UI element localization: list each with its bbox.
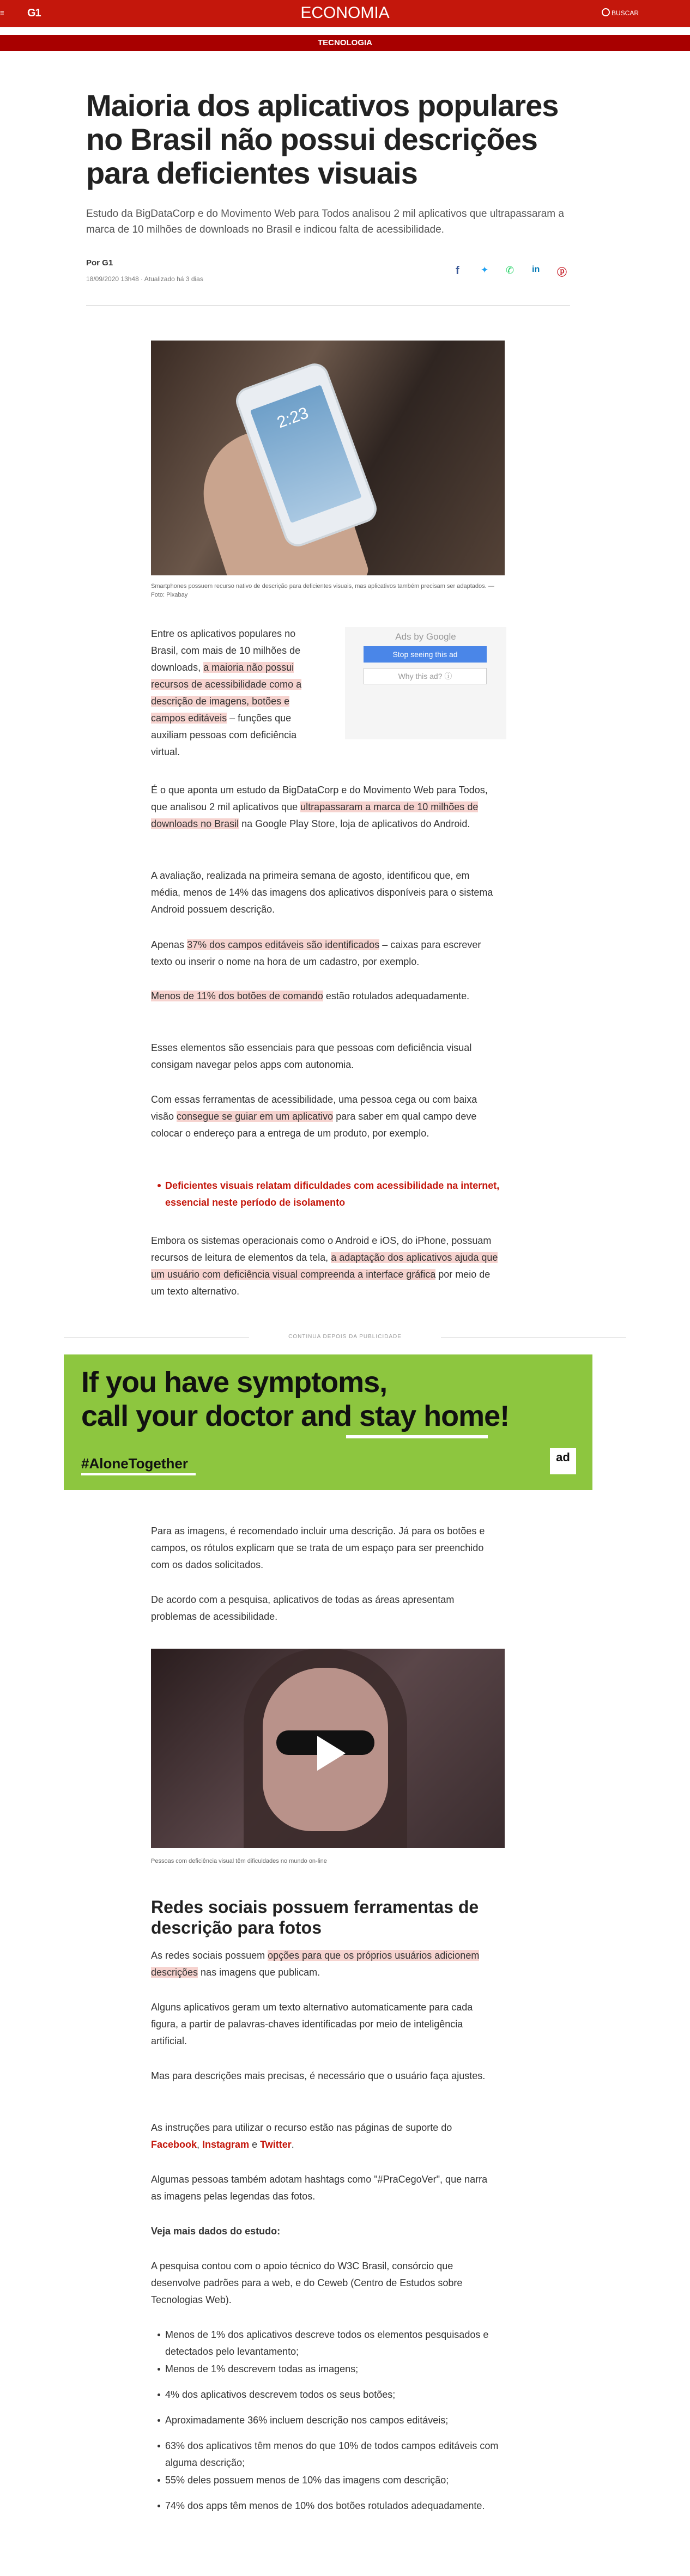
banner-line-2: call your doctor and stay home! bbox=[81, 1400, 510, 1432]
search-button[interactable]: BUSCAR bbox=[602, 8, 639, 17]
video-caption: Pessoas com deficiência visual têm dificuldades no mundo on-line bbox=[151, 1858, 327, 1864]
paragraph-7: Com essas ferramentas de acessibilidade, uma pessoa cega ou com baixa visão consegue se guiar em um aplicativo para saber em qual campo deve colocar o endereço para a entrega de um produto, por exemplo. bbox=[151, 1094, 477, 1139]
publish-date: 18/09/2020 13h48 · Atualizado há 3 dias bbox=[86, 275, 203, 283]
banner-hashtag: #AloneTogether bbox=[81, 1455, 188, 1472]
paragraph-5: Menos de 11% dos botões de comando estão rotulados adequadamente. bbox=[151, 991, 470, 1001]
bullet-icon bbox=[158, 2393, 160, 2396]
twitter-share-icon[interactable]: ✦ bbox=[481, 265, 489, 275]
stop-seeing-ad-button[interactable]: Stop seeing this ad bbox=[364, 646, 487, 663]
linkedin-share-icon[interactable]: in bbox=[532, 265, 540, 274]
play-icon[interactable] bbox=[317, 1736, 346, 1771]
paragraph-15: Algumas pessoas também adotam hashtags como "#PraCegoVer", que narra as imagens pelas legendas das fotos. bbox=[151, 2174, 488, 2202]
paragraph-17: A pesquisa contou com o apoio técnico do W3C Brasil, consórcio que desenvolve padrões para a web, e do Ceweb (Centro de Estudos sobre Tecnologias Web). bbox=[151, 2261, 463, 2305]
author: Por G1 bbox=[86, 258, 113, 268]
paragraph-10: De acordo com a pesquisa, aplicativos de todas as áreas apresentam problemas de acessibilidade. bbox=[151, 1594, 455, 1622]
g1-logo[interactable]: G1 bbox=[27, 7, 41, 19]
why-this-ad-button[interactable]: Why this ad? ⓘ bbox=[364, 668, 487, 684]
paragraph-9: Para as imagens, é recomendado incluir uma descrição. Já para os botões e campos, os rótulos explicam que se trata de um espaço para ser preenchido com os dados solicitados. bbox=[151, 1526, 485, 1570]
phone-screen: 2:23 bbox=[250, 385, 362, 523]
bullet-icon bbox=[158, 2334, 160, 2336]
pinterest-share-icon[interactable]: ⓟ bbox=[557, 267, 567, 278]
section-title[interactable]: ECONOMIA bbox=[300, 4, 390, 22]
paragraph-1: Entre os aplicativos populares no Brasil, com mais de 10 milhões de downloads, a maioria não possui recursos de acessibilidade como a descrição de imagens, botões e campos editáveis – funções que auxiliam pessoas com deficiência virtual. bbox=[151, 628, 302, 757]
paragraph-2: É o que aponta um estudo da BigDataCorp e do Movimento Web para Todos, que analisou 2 mil aplicativos que ultrapassaram a marca de 10 milhões de downloads no Brasil na Google Play Store, loja de aplicativos do Android. bbox=[151, 785, 488, 829]
paragraph-4: Apenas 37% dos campos editáveis são identificados – caixas para escrever texto ou inserir o nome na hora de um cadastro, por exemplo. bbox=[151, 939, 481, 967]
list-item: 63% dos aplicativos têm menos do que 10% de todos campos editáveis com alguma descrição; bbox=[151, 2438, 500, 2471]
video-player[interactable] bbox=[151, 1649, 505, 1848]
banner-hashtag-underline bbox=[81, 1473, 196, 1475]
bullet-icon bbox=[158, 2445, 160, 2447]
twitter-link[interactable]: Twitter bbox=[260, 2139, 292, 2150]
list-item: Menos de 1% dos aplicativos descreve todos os elementos pesquisados e detectados pelo levantamento; bbox=[151, 2326, 500, 2360]
subsection-bar[interactable]: TECNOLOGIA bbox=[0, 35, 690, 51]
bullet-icon bbox=[158, 2419, 160, 2422]
instagram-link[interactable]: Instagram bbox=[202, 2139, 250, 2150]
ad-label: Ads by Google bbox=[395, 631, 456, 642]
menu-icon[interactable]: ≡ bbox=[0, 9, 4, 17]
paragraph-13: Mas para descrições mais precisas, é necessário que o usuário faça ajustes. bbox=[151, 2070, 486, 2081]
article-subtitle: Estudo da BigDataCorp e do Movimento Web para Todos analisou 2 mil aplicativos que ultrapassaram a marca de 10 milhões de downloads no Brasil e indicou falta de acessibilidade. bbox=[86, 208, 564, 235]
paragraph-16: Veja mais dados do estudo: bbox=[151, 2226, 281, 2237]
article-photo[interactable] bbox=[151, 341, 505, 575]
bullet-icon bbox=[158, 2505, 160, 2507]
list-item: 55% deles possuem menos de 10% das imagens com descrição; bbox=[151, 2472, 500, 2489]
banner-underline bbox=[346, 1435, 488, 1438]
paragraph-11: As redes sociais possuem opções para que os próprios usuários adicionem descrições nas imagens que publicam. bbox=[151, 1950, 480, 1978]
ad-banner[interactable] bbox=[64, 1354, 592, 1490]
section-heading: Redes sociais possuem ferramentas de descrição para fotos bbox=[151, 1897, 479, 1937]
top-bar bbox=[0, 0, 690, 27]
banner-line-1: If you have symptoms, bbox=[81, 1366, 388, 1399]
bullet-icon bbox=[158, 2368, 160, 2371]
facebook-link[interactable]: Facebook bbox=[151, 2139, 197, 2150]
paragraph-14: As instruções para utilizar o recurso estão nas páginas de suporte do Facebook, Instagram e Twitter. bbox=[151, 2122, 452, 2150]
search-icon bbox=[602, 8, 610, 16]
whatsapp-share-icon[interactable]: ✆ bbox=[506, 265, 515, 276]
photo-caption: Smartphones possuem recurso nativo de descrição para deficientes visuais, mas aplicativos também precisam ser adaptados. — Foto: Pixabay bbox=[151, 583, 494, 598]
bullet-icon bbox=[158, 1184, 161, 1187]
paragraph-12: Alguns aplicativos geram um texto alternativo automaticamente para cada figura, a partir de palavras-chaves identificadas por meio de inteligência artificial. bbox=[151, 2002, 473, 2046]
list-item: 74% dos apps têm menos de 10% dos botões rotulados adequadamente. bbox=[151, 2498, 500, 2514]
facebook-share-icon[interactable]: f bbox=[456, 265, 459, 277]
divider bbox=[86, 305, 570, 306]
paragraph-8: Embora os sistemas operacionais como o Android e iOS, do iPhone, possuam recursos de leitura de elementos da tela, a adaptação dos aplicativos ajuda que um usuário com deficiência visual compreenda a interface gráfica por meio de um texto alternativo. bbox=[151, 1235, 498, 1297]
article-title: Maioria dos aplicativos populares no Brasil não possui descrições para deficientes visuais bbox=[86, 88, 559, 190]
bullet-icon bbox=[158, 2479, 160, 2482]
list-item: 4% dos aplicativos descrevem todos os seus botões; bbox=[151, 2386, 500, 2403]
ad-slot bbox=[345, 627, 506, 739]
ad-notice: CONTINUA DEPOIS DA PUBLICIDADE bbox=[288, 1334, 402, 1340]
paragraph-3: A avaliação, realizada na primeira semana de agosto, identificou que, em média, menos de 14% das imagens dos aplicativos disponíveis para o sistema Android possuem descrição. bbox=[151, 870, 493, 915]
list-item: Menos de 1% descrevem todas as imagens; bbox=[151, 2361, 500, 2378]
ad-council-logo: ad bbox=[550, 1448, 576, 1474]
paragraph-6: Esses elementos são essenciais para que pessoas com deficiência visual consigam navegar pelos apps com autonomia. bbox=[151, 1042, 472, 1070]
related-link[interactable]: Deficientes visuais relatam dificuldades com acessibilidade na internet, essencial neste período de isolamento bbox=[151, 1177, 500, 1211]
list-item: Aproximadamente 36% incluem descrição nos campos editáveis; bbox=[151, 2412, 500, 2429]
